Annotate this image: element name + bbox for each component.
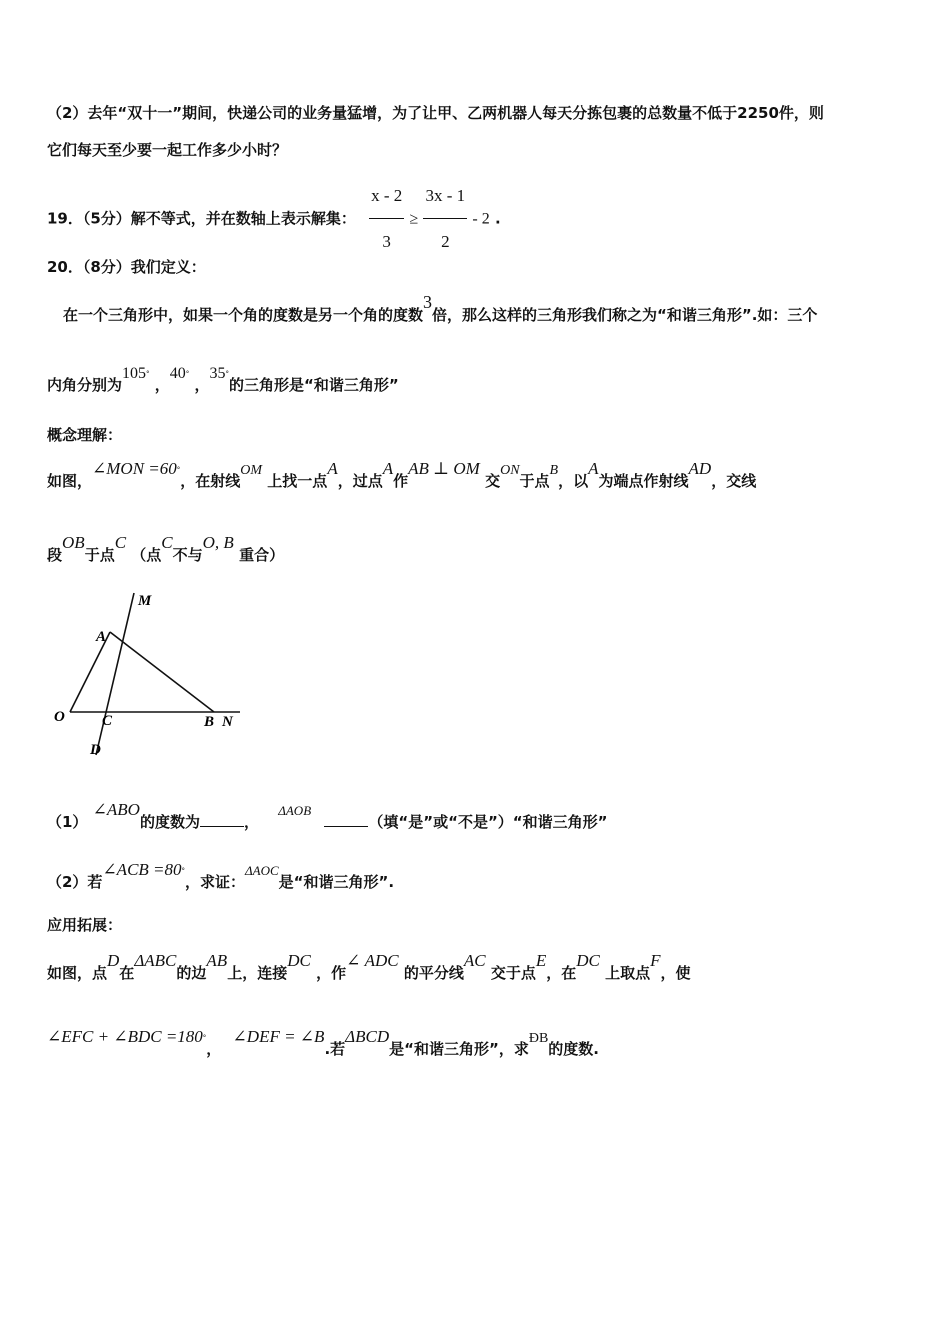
degree-mark: ° [181,867,186,875]
q20-example-text-a: 内角分别为 [47,376,123,394]
text: 在 [119,964,135,982]
text: 于点 [519,472,550,490]
math-point-c: C [114,533,127,552]
math-point-f: F [650,951,661,970]
answer-blank-2[interactable] [324,814,368,827]
answer-blank-1[interactable] [200,814,244,827]
math-o-b: O, B [202,533,234,552]
q19-lhs-denominator: 3 [382,232,391,251]
math-angle-mon: ∠MON =60 [92,459,177,478]
figure-label-c: C [102,713,113,729]
math-point-b: B [549,463,559,478]
math-point-d: D [107,951,120,970]
q20-angle-40: 40 [169,365,186,382]
math-point-a: A [588,459,599,478]
figure-label-o: O [54,709,65,725]
text: ，使 [660,964,691,982]
text: .若 [324,1040,346,1058]
q20-definition [63,292,818,324]
math-point-a: A [382,459,394,478]
text: ，交线 [711,472,757,490]
q19-text: 19．（5分）解不等式，并在数轴上表示解集： [47,209,356,228]
math-ab-perp-om: AB ⊥ OM [408,459,480,478]
text: ，作 [316,964,347,982]
text: 是“和谐三角形”，求 [389,1040,529,1058]
q19-line [47,176,501,262]
text: 上取点 [605,964,651,982]
text: 的度数. [548,1040,599,1058]
text: 是“和谐三角形”. [278,873,395,891]
text: 作 [393,472,409,490]
apply-title: 应用拓展： [47,916,123,934]
math-angle-acb: ∠ACB =80 [102,860,182,879]
math-point-e: E [535,951,547,970]
math-dc: DC [287,951,311,970]
text: 为端点作射线 [598,472,689,490]
degree-mark: ° [146,370,150,378]
separator: ， [154,376,170,394]
text: ，以 [558,472,589,490]
math-triangle-aob: ΔAOB [278,803,312,818]
line-ab [110,632,214,712]
text: （填“是”或“不是”）“和谐三角形” [368,813,608,831]
degree-mark: ° [202,1034,207,1042]
text: ，过点 [337,472,383,490]
figure-label-a: A [96,629,107,645]
line-om-ad [96,593,134,755]
text: 上找一点 [267,472,328,490]
degree-mark: ° [225,370,230,378]
math-angle-abo: ∠ABO [92,800,140,819]
apply-line-1 [47,951,691,982]
figure-label-b: B [204,714,215,730]
text: 段 [47,546,63,564]
q20-example [47,365,399,394]
math-angle-def: ∠DEF = ∠B [232,1027,325,1046]
figure-label-m: M [138,593,152,609]
text: 上，连接 [227,964,288,982]
q18-part2-line1: （2）去年“双十一”期间，快递公司的业务量猛增，为了让甲、乙两机器人每天分拣包裹的总数量不低于2250件，则 [47,104,824,122]
figure-label-d: D [90,742,101,758]
math-point-a: A [327,459,338,478]
text: ，在 [546,964,577,982]
text: （点 [131,546,162,564]
geometry-figure [50,585,260,765]
text: 不与 [172,546,203,564]
math-on: ON [500,463,520,478]
figure-label-n: N [222,714,233,730]
concept-title: 概念理解： [47,426,123,444]
q20-example-text-b: 的三角形是“和谐三角形” [229,376,399,394]
q19-lhs-numerator: x - 2 [369,176,404,219]
math-triangle-aoc: ΔAOC [245,863,279,878]
math-ab: AB [206,951,228,970]
q19-ge-sign: ≥ [409,210,419,228]
math-triangle-abc: ΔABC [134,951,177,970]
concept-line-1 [47,459,757,490]
math-point-c: C [161,533,173,552]
apply-line-2 [47,1027,599,1058]
q20-def-multiplier: 3 [423,292,433,312]
q19-rhs-tail: - 2 [472,210,490,228]
math-triangle-bcd: ΔBCD [345,1027,390,1046]
text: 的度数为 [139,813,200,831]
q20-def-text-a: 在一个三角形中，如果一个角的度数是另一个角的度数 [63,306,424,324]
math-ad: AD [688,459,712,478]
q19-rhs-fraction [423,176,467,262]
text: ，求证： [185,873,246,891]
text: ， [206,1040,222,1058]
q19-lhs-fraction [369,176,404,262]
q20-header: 20．（8分）我们定义： [47,258,206,276]
q20-part2 [47,860,395,891]
q20-part1 [47,800,608,831]
math-dc: DC [576,951,600,970]
text: 重合） [239,546,285,564]
text: 如图，点 [47,964,108,982]
text: 于点 [84,546,115,564]
text: 交 [485,472,501,490]
q18-part2-line2: 它们每天至少要一起工作多少小时？ [47,141,288,159]
q19-rhs-denominator: 2 [441,232,450,251]
text: 如图， [47,472,93,490]
text: 的边 [176,964,207,982]
concept-line-2 [47,533,285,564]
text: （1） [47,813,88,831]
q20-angle-105: 105 [122,365,147,382]
q19-rhs-numerator: 3x - 1 [423,176,467,219]
math-om: OM [240,463,263,478]
separator: ， [194,376,210,394]
q20-def-text-b: 倍，那么这样的三角形我们称之为“和谐三角形”.如：三个 [432,306,818,324]
text: ， [243,813,259,831]
text: ，在射线 [180,472,241,490]
math-ob: OB [62,533,85,552]
text: 交于点 [490,964,536,982]
degree-mark: ° [176,466,181,474]
text: 的平分线 [403,964,464,982]
math-angle-sum: ∠EFC + ∠BDC =180 [47,1027,203,1046]
math-ac: AC [463,951,486,970]
math-angle-adc: ∠ ADC [346,951,399,970]
math-angle-b: ÐB [528,1031,549,1046]
q20-angle-35: 35 [209,365,226,382]
degree-mark: ° [185,370,190,378]
q19-end: . [494,209,501,228]
text: （2）若 [47,873,103,891]
